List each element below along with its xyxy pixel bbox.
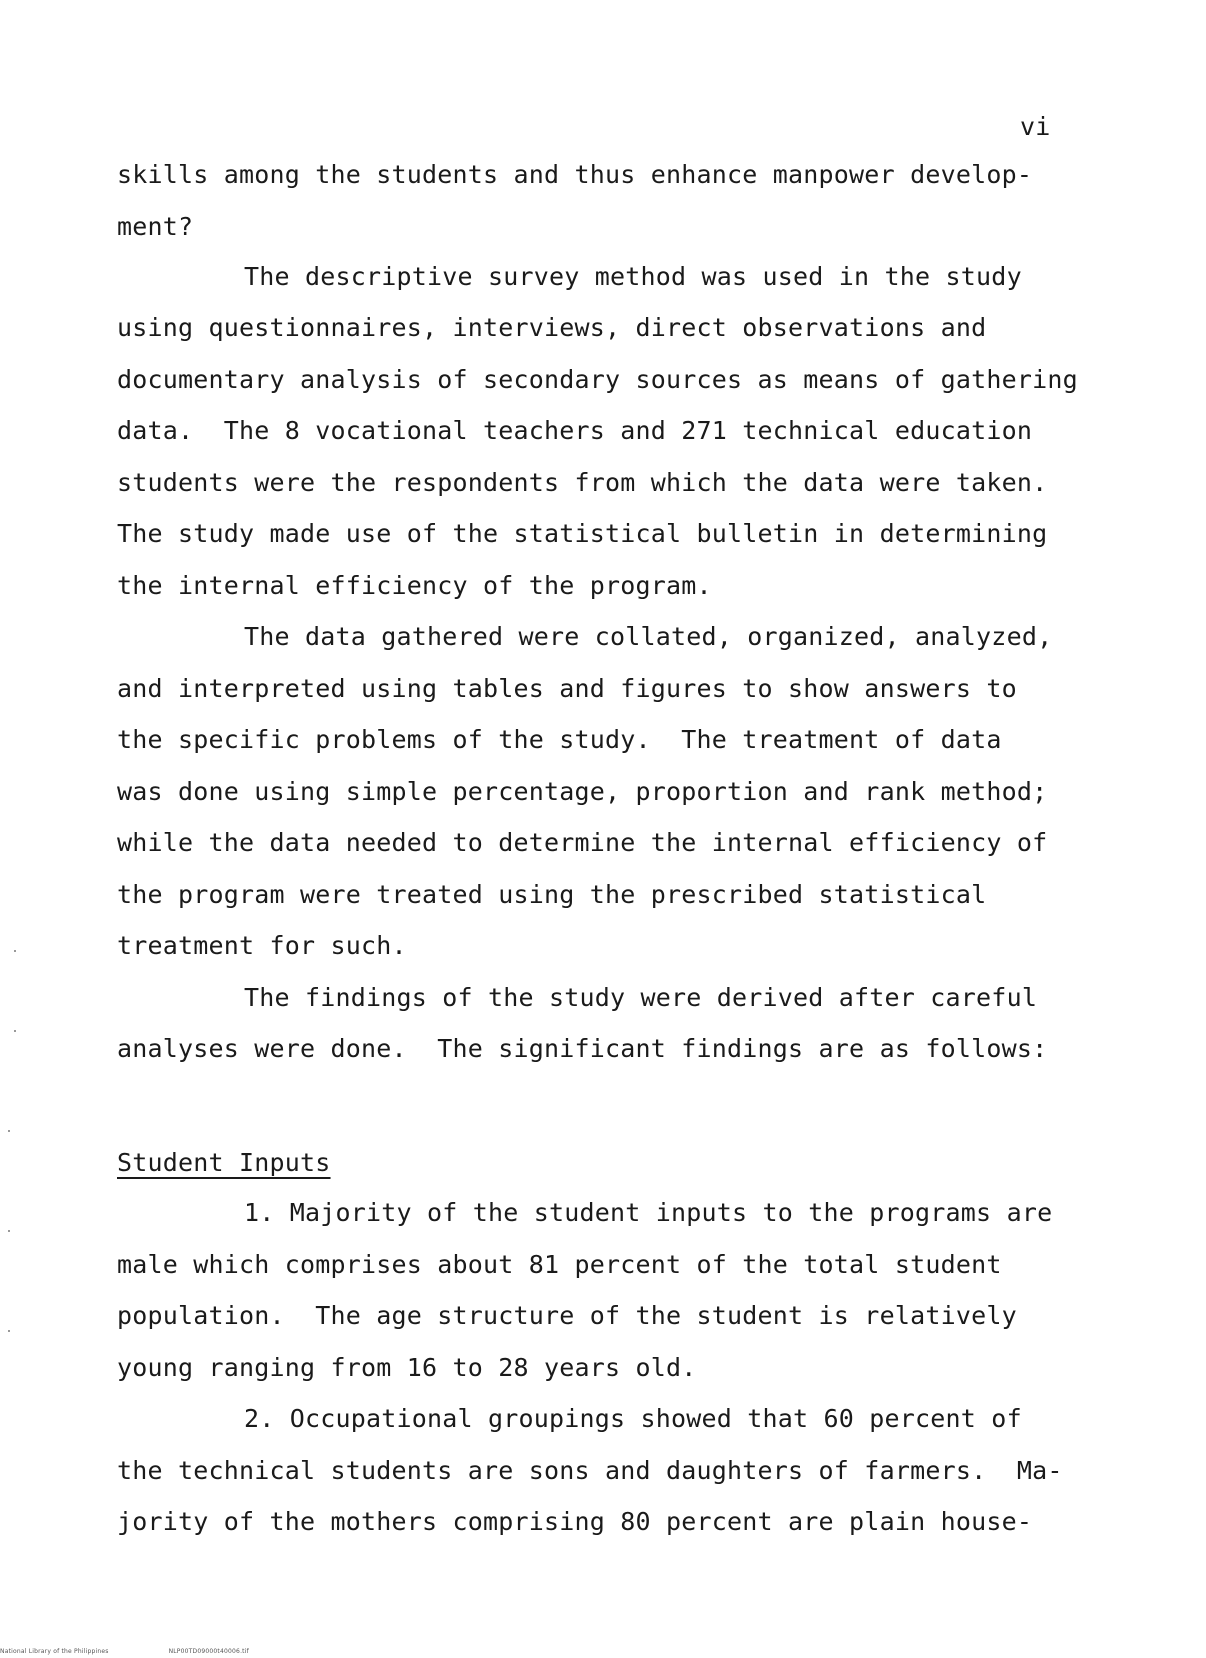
footer-file-id: NLP00TD09000t40006.tif [168, 1648, 249, 1655]
text-line: using questionnaires, interviews, direct observations and [117, 313, 987, 342]
text-line: ment? [117, 212, 194, 241]
text-line: analyses were done. The significant findings are as follows: [117, 1034, 1048, 1063]
text-line: skills among the students and thus enhance manpower develop- [117, 160, 1033, 189]
text-line: data. The 8 vocational teachers and 271 technical education [117, 416, 1033, 445]
page-number: vi [1020, 112, 1051, 141]
text-line: was done using simple percentage, proportion and rank method; [117, 777, 1048, 806]
text-line: documentary analysis of secondary sources as means of gathering [117, 365, 1078, 394]
text-line: young ranging from 16 to 28 years old. [117, 1353, 697, 1382]
text-line: the internal efficiency of the program. [117, 571, 712, 600]
text-line: The data gathered were collated, organized, analyzed, [244, 622, 1053, 651]
text-line: 2. Occupational groupings showed that 60 percent of [244, 1404, 1022, 1433]
text-line: male which comprises about 81 percent of the total student [117, 1250, 1002, 1279]
text-line: students were the respondents from which the data were taken. [117, 468, 1048, 497]
text-line: population. The age structure of the student is relatively [117, 1301, 1017, 1330]
text-line: 1. Majority of the student inputs to the programs are [244, 1198, 1053, 1227]
text-line: while the data needed to determine the internal efficiency of [117, 828, 1048, 857]
text-line: The study made use of the statistical bulletin in determining [117, 519, 1048, 548]
text-line: the specific problems of the study. The treatment of data [117, 725, 1002, 754]
text-line: The findings of the study were derived after careful [244, 983, 1038, 1012]
text-line: jority of the mothers comprising 80 percent are plain house- [117, 1507, 1033, 1536]
text-line: The descriptive survey method was used in the study [244, 262, 1022, 291]
text-line: the program were treated using the prescribed statistical [117, 880, 987, 909]
scan-footer [0, 1648, 309, 1655]
text-line: treatment for such. [117, 931, 407, 960]
section-heading: Student Inputs [117, 1148, 331, 1177]
text-line: and interpreted using tables and figures to show answers to [117, 674, 1017, 703]
footer-library: National Library of the Philippines [0, 1648, 109, 1655]
text-line: the technical students are sons and daughters of farmers. Ma- [117, 1456, 1063, 1485]
